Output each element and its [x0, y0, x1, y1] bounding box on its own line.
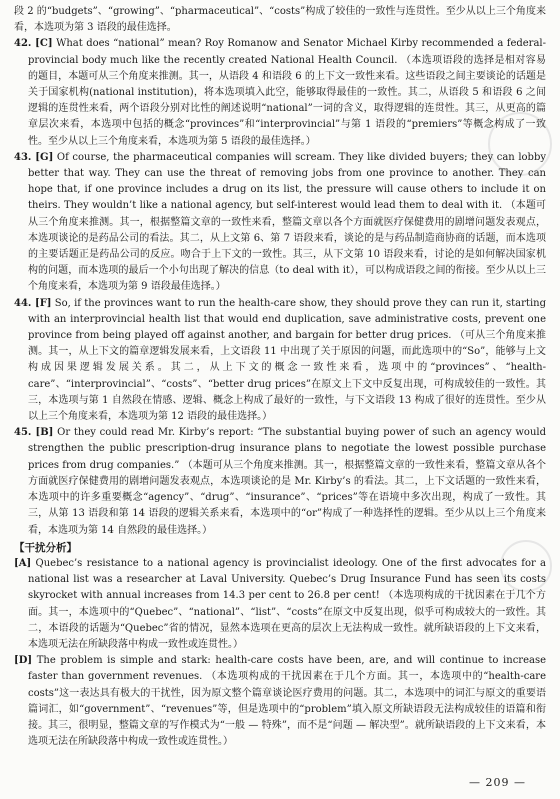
- distractor-item-a: [14, 556, 546, 653]
- answer-text: Of course, the pharmaceutical companies will scream. They like divided buyers; they can lobby better that way. They can use the threat of removing jobs from one province to another. They can hope that, if one province includes a drug on its list, the pressure will cause others to include it on theirs. They wouldn’t like a national agency, but self-interest would lead them to deal with it. （本题可从三个角度来推测。其一，根据整篇文章的一致性来看，整篇文章以各个方面就医疗保健费用的剧增问题发表观点，本选项谈论的是药品公司的看法。其二，从上文第 6、第 7 语段来看，谈论的是与药品制造商协商的话题，而本选项的主要话题正是药品公司的反应。吻合于上下文的一致性。其三，从下文第 10 语段来看，讨论的是如何解决国家机构的问题，而本选项的最后一个小句出现了解决的信息（to deal with it），可以构成语段之间的衔接。至少从以上三个角度来看，本选项为第 9 语段最佳选择。）: [28, 151, 547, 293]
- answer-label: 43. [G]: [14, 151, 54, 163]
- intro-paragraph: 段 2 的“budgets”、“growing”、“pharmaceutical”、“costs”构成了较佳的一致性与连贯性。至少从以上三个角度来看，本选项为第 3 语段的最佳选择。: [14, 6, 546, 34]
- answer-item-45: [14, 425, 546, 538]
- distractor-label: [A]: [14, 557, 32, 569]
- distractor-label: [D]: [14, 655, 33, 667]
- page-number: — 209 —: [469, 776, 526, 789]
- answer-item-44: [14, 296, 546, 426]
- distractor-text: Quebec’s resistance to a national agency is provincialist ideology. One of the first advocates for a national list was a researcher at Laval University. Quebec’s Drug Insurance Fund has seen its costs skyrocket with annual increases from 14.3 per cent to 26.8 per cent! （本选项构成的干扰因素在于几个方面。其一，本选项中的“Quebec”、“national”、“list”、“costs”在原文中反复出现，似乎可构成较大的一致性。其二，本语段的话题为“Quebec”省的情况，显然本选项在更高的层次上无法构成一致性。就所缺语段的上下文来看，本选项无法在所缺段落中构成一致性或连贯性。）: [28, 557, 546, 650]
- answer-label: 44. [F]: [14, 297, 52, 309]
- distractor-item-d: [14, 653, 546, 750]
- document-body: [14, 4, 546, 750]
- answer-item-42: [14, 36, 546, 149]
- distractor-text: The problem is simple and stark: health-care costs have been, are, and will continue to increase faster than government revenues. （本选项构成的干扰因素在于几个方面。其一，本选项中的“health-care costs”这一表达具有极大的干扰性，因为原文整个篇章谈论医疗费用的问题。其二，本选项中的词汇与原文的重要语篇词汇，如“government”、“revenues”等，但是选项中的“problem”填入原文所缺语段无法构成较佳的语篇和衔接。其三，很明显，整篇文章的写作模式为“一般 — 特殊”，而不是“问题 — 解决型”。就所缺语段的上下文来看，本选项无法在所缺段落中构成一致性或连贯性。）: [28, 655, 546, 748]
- section-heading-distractor-analysis: 【干扰分析】: [14, 541, 77, 554]
- answer-text: What does “national” mean? Roy Romanow and Senator Michael Kirby recommended a federal-provincial body much like the recently created National Health Council. （本选项语段的选择是相对容易的题目，本题可从三个角度来推测。其一，从语段 4 和语段 6 的上下文一致性来看。这些语段之间主要谈论的话题是关于国家机构(national institution)，将本选项填入此空，能够取得最佳的一致性。其二，从语段 5 和语段 6 之间逻辑的连贯性来看，两个语段分别对比性的阐述说明“national”一词的含义，取得逻辑的连贯性。其三，从更高的篇章层次来看，本选项中包括的概念“provinces”和“interprovincial”与第 1 语段的“premiers”等概念构成了一致性。至少从以上三个角度来看，本选项为第 5 语段的最佳选择。）: [28, 38, 547, 147]
- answer-label: 45. [B]: [14, 427, 54, 439]
- answer-text: Or they could read Mr. Kirby’s report: “The substantial buying power of such an agency would strengthen the public prescription-drug insurance plans to negotiate the lowest possible purchase prices from drug companies.” （本题可从三个角度来推测。其一，根据整篇文章的一致性来看，整篇文章从各个方面就医疗保健费用的剧增问题发表观点，本选项谈论的是 Mr. Kirby’s 的看法。其二，上下文话题的一致性来看，本选项中的许多重要概念“agency”、“drug”、“insurance”、“prices”等在语境中多次出现，构成了一致性。其三，从第 13 语段和第 14 语段的逻辑关系来看，本选项中的“or”构成了一种选择性的逻辑。至少从以上三个角度来看，本选项为第 14 自然段的最佳选择。）: [28, 427, 546, 536]
- answer-text: So, if the provinces want to run the health-care show, they should prove they can run it, starting with an interprovincial health list that would end duplication, save administrative costs, prevent one province from being played off against another, and bargain for better drug prices. （可从三个角度来推测。其一，从上下文的篇章逻辑发展来看，上文语段 11 中出现了关于原因的问题，而此选项中的“So”，能够与上文构成因果逻辑发展关系。其二，从上下文的概念一致性来看，选项中的“provinces”、“health-care”、“interprovincial”、“costs”、“better drug prices”在原文上下文中反复出现，可构成较佳的一致性。其三，本选项与第 1 自然段在情感、逻辑、概念上构成了最好的一致性，与下文语段 13 构成了很好的连贯性。至少从以上三个角度来看，本选项为第 12 语段的最佳选择。）: [28, 297, 546, 423]
- answer-item-43: [14, 150, 546, 296]
- answer-label: 42. [C]: [14, 38, 53, 50]
